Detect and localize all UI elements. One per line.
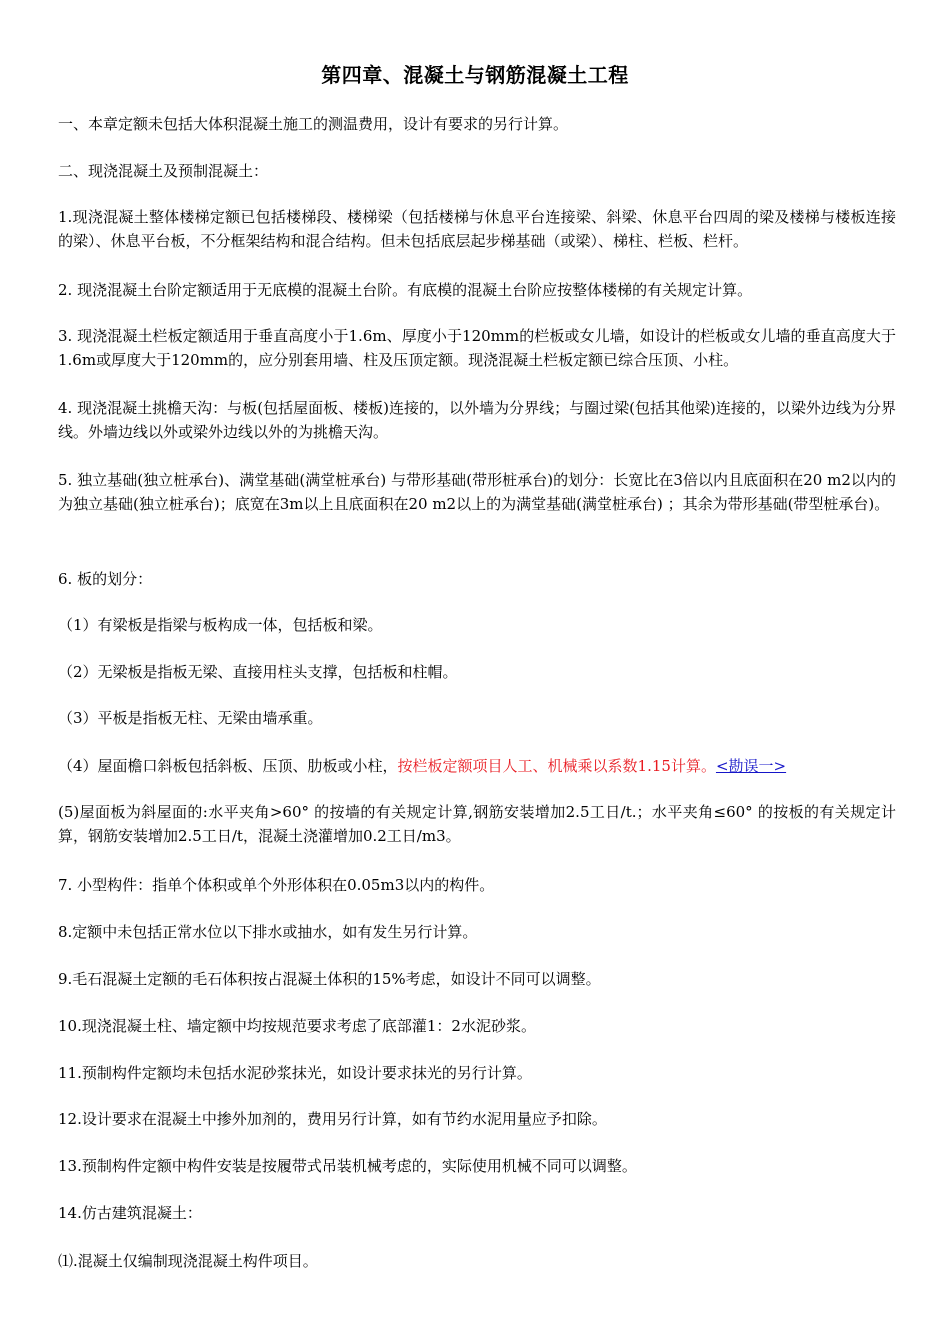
paragraph-2: 二、现浇混凝土及预制混凝土：: [58, 162, 269, 180]
paragraph-7: 5. 独立基础(独立桩承台)、满堂基础(满堂桩承台) 与带形基础(带形桩承台)的划分：长宽比在3倍以内且底面积在20 m2以内的为独立基础(独立桩承台)；底宽在3m以上且底面积在20 m2以上的为满堂基础(满堂桩承台) ；其余为带形基础(带型桩承台)。: [58, 471, 896, 513]
paragraph-19: 12.设计要求在混凝土中掺外加剂的，费用另行计算，如有节约水泥用量应予扣除。: [58, 1110, 607, 1128]
page-title: 第四章、混凝土与钢筋混凝土工程: [321, 63, 629, 87]
paragraph-12-highlight: 按栏板定额项目人工、机械乘以系数1.15计算。: [397, 757, 716, 775]
paragraph-3: 1.现浇混凝土整体楼梯定额已包括楼梯段、楼梯梁（包括楼梯与休息平台连接梁、斜梁、休息平台四周的梁及楼梯与楼板连接的梁）、休息平台板，不分框架结构和混合结构。但未包括底层起步梯基础（或梁）、梯柱、栏板、栏杆。: [58, 208, 896, 250]
paragraph-1: 一、本章定额未包括大体积混凝土施工的测温费用，设计有要求的另行计算。: [58, 115, 569, 133]
paragraph-9: （1）有梁板是指梁与板构成一体，包括板和梁。: [58, 616, 383, 634]
paragraph-22: ⑴.混凝土仅编制现浇混凝土构件项目。: [58, 1252, 318, 1270]
paragraph-15: 8.定额中未包括正常水位以下排水或抽水，如有发生另行计算。: [58, 923, 478, 941]
paragraph-12: [58, 754, 896, 778]
paragraph-6: 4. 现浇混凝土挑檐天沟：与板(包括屋面板、楼板)连接的，以外墙为分界线；与圈过梁(包括其他梁)连接的，以梁外边线为分界线。外墙边线以外或梁外边线以外的为挑檐天沟。: [58, 399, 896, 441]
paragraph-10: （2）无梁板是指板无梁、直接用柱头支撑，包括板和柱帽。: [58, 663, 458, 681]
paragraph-18: 11.预制构件定额均未包括水泥砂浆抹光，如设计要求抹光的另行计算。: [58, 1064, 532, 1082]
paragraph-20: 13.预制构件定额中构件安装是按履带式吊装机械考虑的，实际使用机械不同可以调整。: [58, 1157, 637, 1175]
paragraph-12-text: （4）屋面檐口斜板包括斜板、压顶、肋板或小柱，: [58, 757, 398, 775]
paragraph-17: 10.现浇混凝土柱、墙定额中均按规范要求考虑了底部灌1：2水泥砂浆。: [58, 1017, 536, 1035]
paragraph-4: 2. 现浇混凝土台阶定额适用于无底模的混凝土台阶。有底模的混凝土台阶应按整体楼梯的有关规定计算。: [58, 281, 753, 299]
paragraph-11: （3）平板是指板无柱、无梁由墙承重。: [58, 709, 323, 727]
erratum-link[interactable]: <勘误一>: [715, 757, 787, 775]
paragraph-14: 7. 小型构件：指单个体积或单个外形体积在0.05m3以内的构件。: [58, 876, 495, 894]
paragraph-13: (5)屋面板为斜屋面的:水平夹角>60° 的按墙的有关规定计算,钢筋安装增加2.5工日/t.；水平夹角≤60° 的按板的有关规定计算，钢筋安装增加2.5工日/t，混凝土浇灌增加0.2工日/m3。: [58, 803, 896, 845]
paragraph-21: 14.仿古建筑混凝土：: [58, 1204, 202, 1222]
paragraph-5: 3. 现浇混凝土栏板定额适用于垂直高度小于1.6m、厚度小于120mm的栏板或女儿墙，如设计的栏板或女儿墙的垂直高度大于1.6m或厚度大于120mm的，应分别套用墙、柱及压顶定额。现浇混凝土栏板定额已综合压顶、小柱。: [58, 327, 896, 369]
paragraph-8: 6. 板的划分：: [58, 570, 153, 588]
paragraph-16: 9.毛石混凝土定额的毛石体积按占混凝土体积的15%考虑，如设计不同可以调整。: [58, 970, 601, 988]
